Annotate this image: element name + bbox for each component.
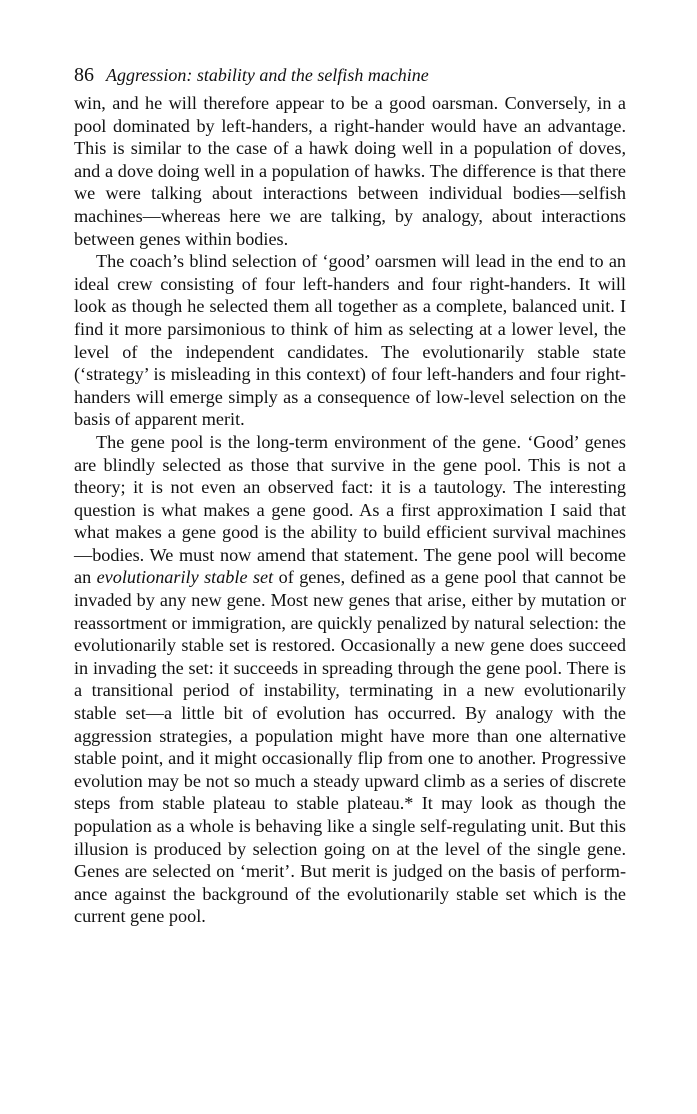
paragraph-2-text: The coach’s blind selection of ‘good’ oarsmen will lead in the end to an ideal crew consisting of four left-handers and four right-handers. It will look as though he selected them all together as a complete, balanced unit. I find it more parsimonious to think of him as selecting at a lower level, the level of the independent candidates. The evolutionarily stable state (‘strategy’ is misleading in this context) of four left-handers and four right-handers will emerge simply as a consequence of low-level selection on the basis of apparent merit. [74,251,626,430]
running-title: Aggression: stability and the selfish machine [106,65,429,85]
paragraph-1 [74,92,626,250]
running-head [74,62,626,88]
page-number: 86 [74,64,94,86]
paragraph-3 [74,431,626,928]
body-text [74,92,626,928]
paragraph-1-text: win, and he will therefore appear to be a good oarsman. Conversely, in a pool dominated by left-handers, a right-hander would have an advantage. This is similar to the case of a hawk doing well in a population of doves, and a dove doing well in a population of hawks. The difference is that there we were talking about interactions between individual bodies—selfish machines—whereas here we are talking, by analogy, about interactions between genes within bodies. [74,93,626,249]
paragraph-3-text-a: The gene pool is the long-term environment of the gene. ‘Good’ genes are blindly selected as those that survive in the gene pool. This is not a theory; it is not even an observed fact: it is a tautology. The interesting question is what makes a gene good. As a first approximation I said that what makes a gene good is the ability to build efficient survival machines—bodies. We must now amend that statement. The gene pool will become an [74,431,626,588]
paragraph-3-text-b: of genes, defined as a gene pool that cannot be invaded by any new gene. Most new genes that arise, either by mutation or reassortment or immigration, are quickly penalized by natural selection: the evolutionarily stable set is restored. Occasionally a new gene does succeed in invading the set: it succeeds in spreading through the gene pool. There is a transitional period of instability, terminating in a new evolutionarily stable set—a little bit of evolution has occurred. By analogy with the aggression strategies, a population might have more than one alternative stable point, and it might occasionally flip from one to another. Progressive evolution may be not so much a steady upward climb as a series of discrete steps from stable plateau to stable plateau.* It may look as though the population as a whole is behaving like a single self-regulating unit. But this illusion is produced by selection going on at the level of the single gene. Genes are selected on ‘merit’. But merit is judged on the basis of performance against the background of the evolutionarily stable set which is the current gene pool. [74,567,626,927]
paragraph-2 [74,250,626,431]
book-page [74,62,626,928]
paragraph-3-italic-term: evolutionarily stable set [96,567,274,588]
